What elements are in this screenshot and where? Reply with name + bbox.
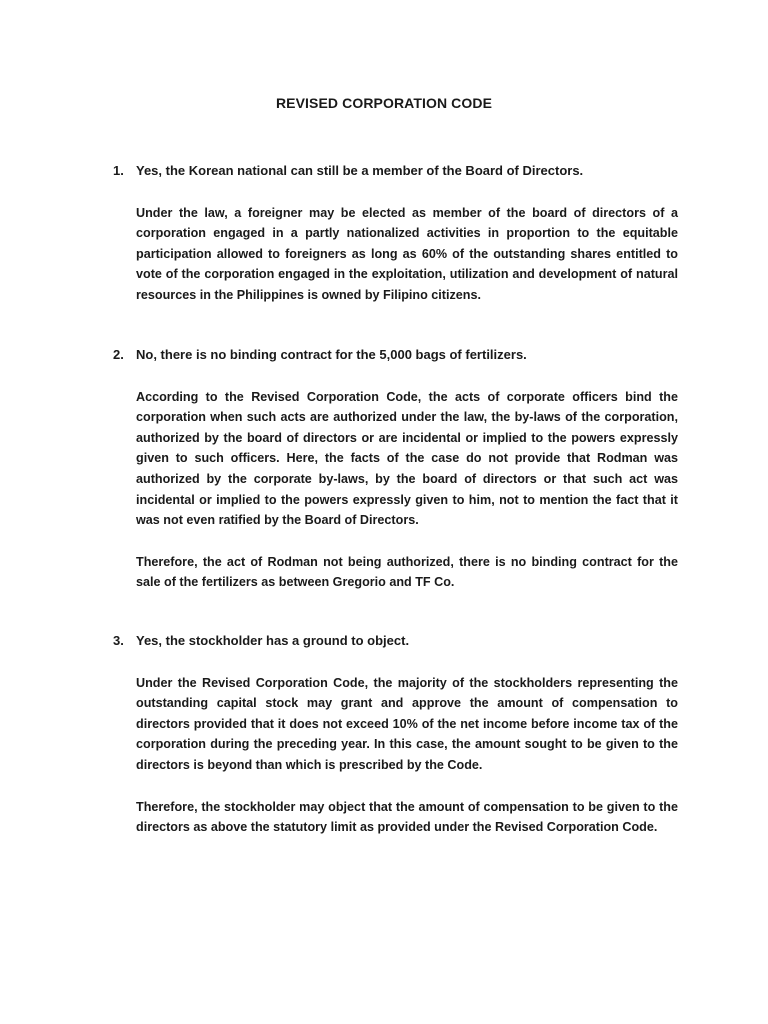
item-paragraph: Therefore, the stockholder may object that the amount of compensation to be given to the directors as above the statutory limit as provided under the Revised Corporation Code.	[136, 799, 678, 835]
item-answer-heading	[113, 161, 678, 182]
list-item-2	[113, 345, 678, 593]
item-answer: No, there is no binding contract for the 5,000 bags of fertilizers.	[136, 347, 527, 362]
item-number: 1.	[113, 163, 124, 178]
item-number: 2.	[113, 347, 124, 362]
list-item-1	[113, 161, 678, 306]
item-answer: Yes, the stockholder has a ground to object.	[136, 633, 410, 648]
item-answer-heading	[113, 345, 678, 366]
item-paragraph: Under the law, a foreigner may be elected as member of the board of directors of a corporation engaged in a partly nationalized activities in proportion to the equitable participation allowed to foreigners as long as 60% of the outstanding shares entitled to vote of the corporation engaged in the exploitation, utilization and development of natural resources in the Philippines is owned by Filipino citizens.	[136, 205, 678, 302]
item-paragraph: Under the Revised Corporation Code, the majority of the stockholders representing the outstanding capital stock may grant and approve the amount of compensation to directors provided that it does not exceed 10% of the net income before income tax of the corporation during the preceding year. In this case, the amount sought to be given to the directors is beyond than which is prescribed by the Code.	[136, 675, 678, 772]
item-paragraph: Therefore, the act of Rodman not being authorized, there is no binding contract for the sale of the fertilizers as between Gregorio and TF Co.	[136, 554, 678, 590]
item-answer: Yes, the Korean national can still be a member of the Board of Directors.	[136, 163, 584, 178]
list-item-3	[113, 631, 678, 838]
item-number: 3.	[113, 633, 124, 648]
item-answer-heading	[113, 631, 678, 652]
document-title: REVISED CORPORATION CODE	[275, 95, 493, 111]
item-paragraph: According to the Revised Corporation Code, the acts of corporate officers bind the corporation when such acts are authorized under the law, the by-laws of the corporation, authorized by the board of directors or are incidental or implied to the powers expressly given to such officers. Here, the facts of the case do not provide that Rodman was authorized by the corporate by-laws, by the board of directors or that such act was incidental or implied to the powers expressly given to him, not to mention the fact that it was not even ratified by the Board of Directors.	[136, 389, 678, 528]
